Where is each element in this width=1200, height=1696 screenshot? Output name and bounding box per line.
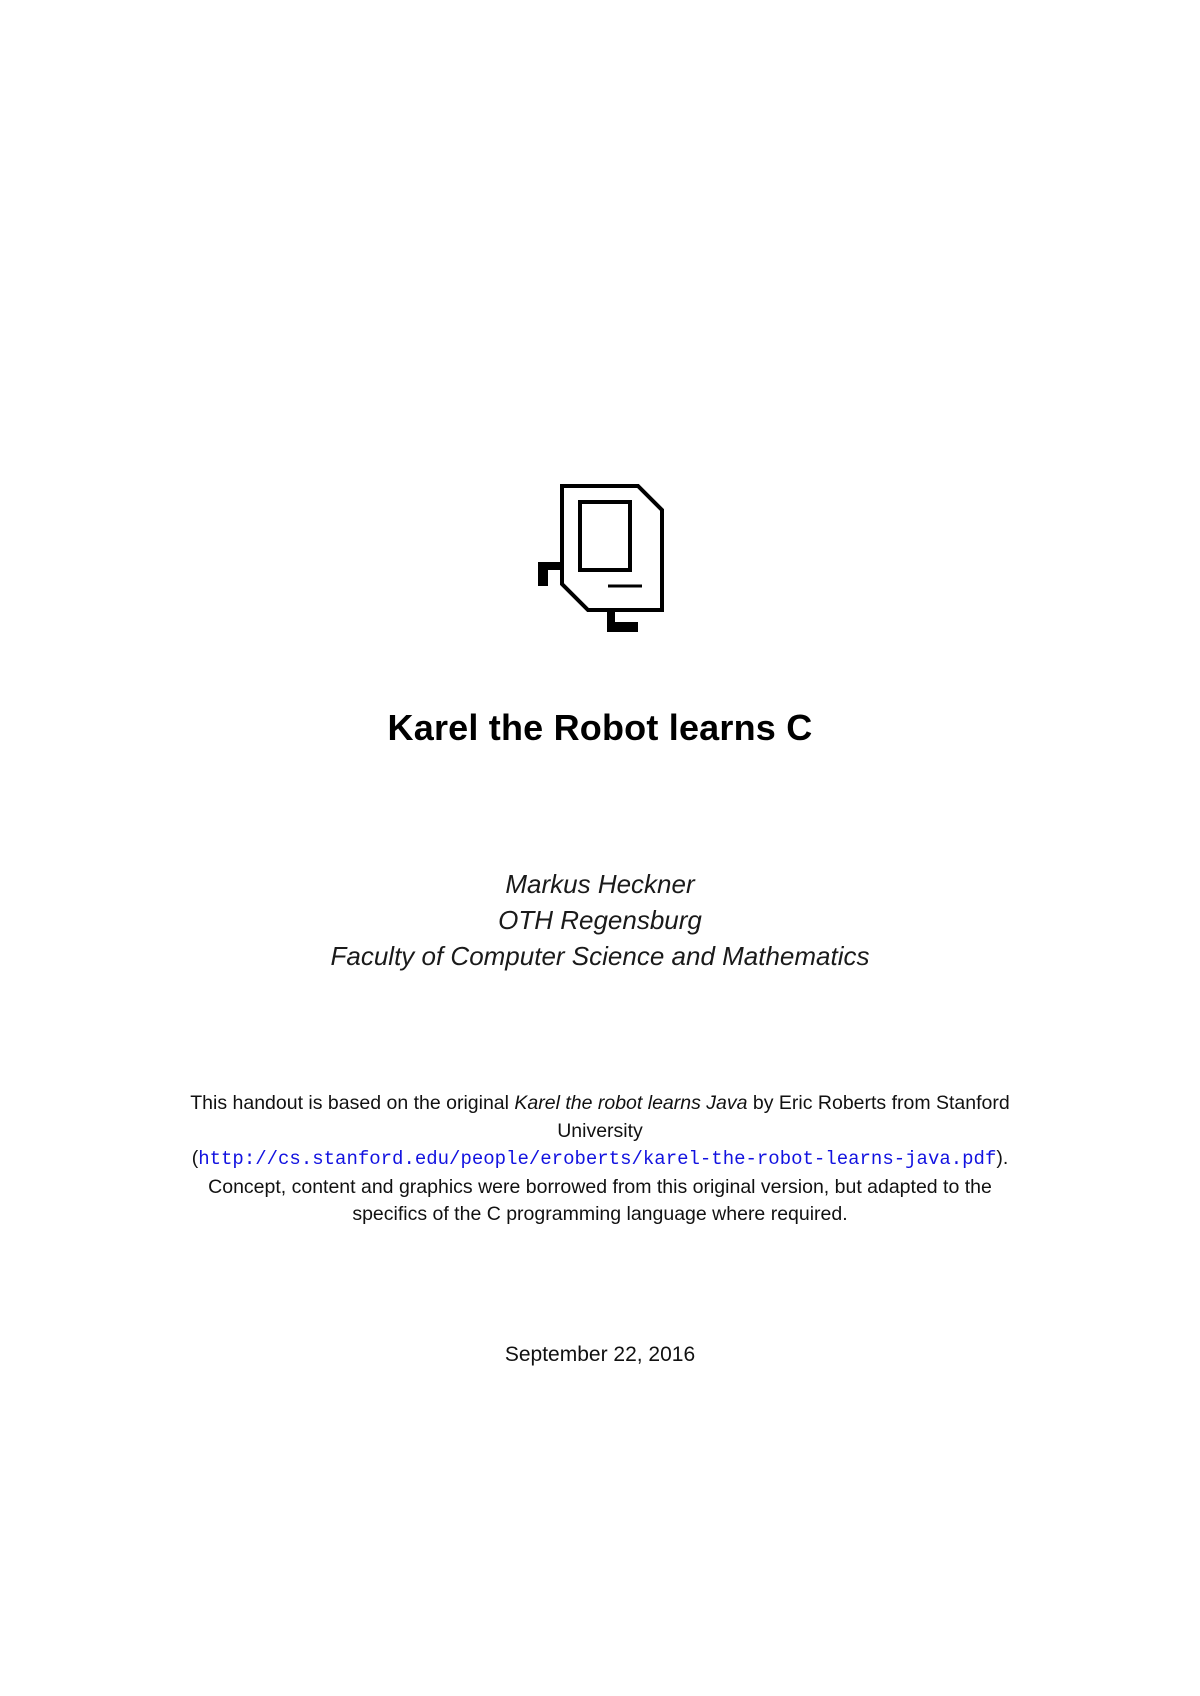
original-work-title: Karel the robot learns Java [514, 1092, 748, 1114]
author-name: Markus Heckner [505, 869, 695, 899]
source-url-link[interactable]: http://cs.stanford.edu/people/eroberts/karel-the-robot-learns-java.pdf [198, 1148, 997, 1170]
paren-close: ). [996, 1147, 1009, 1169]
note-intro: This handout is based on the original [190, 1092, 515, 1114]
publication-date: September 22, 2016 [504, 1343, 696, 1366]
paren-open: ( [191, 1147, 199, 1169]
note-author-source: by Eric Roberts from Stanford University [557, 1092, 1010, 1142]
author-block [0, 866, 1200, 974]
author-faculty: Faculty of Computer Science and Mathematics [330, 941, 870, 971]
author-institution: OTH Regensburg [498, 905, 702, 935]
karel-robot-icon [536, 484, 666, 634]
document-title: Karel the Robot learns C [387, 707, 813, 748]
attribution-note [170, 1090, 1030, 1229]
note-continuation: Concept, content and graphics were borrowed from this original version, but adapted to the specifics of the C programming language where required. [208, 1175, 992, 1225]
